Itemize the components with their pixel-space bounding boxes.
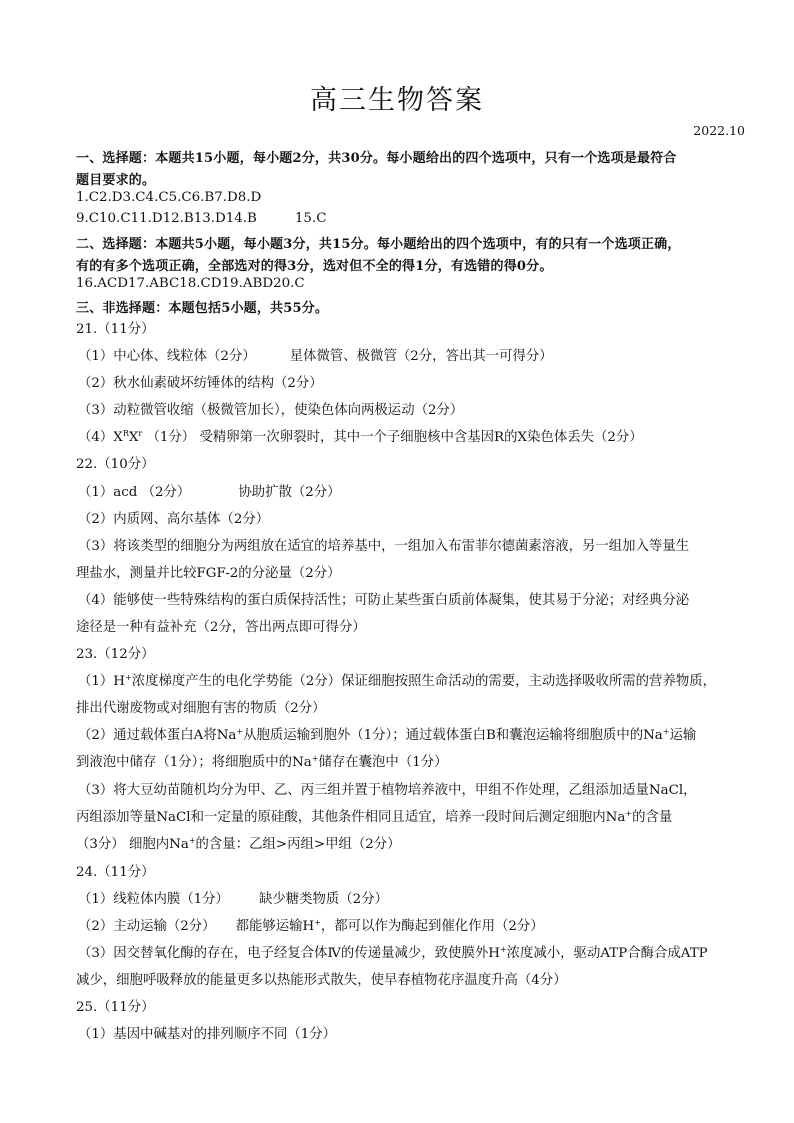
q24-answer-3-line1 bbox=[78, 942, 726, 961]
q21-a4-text: （4）X bbox=[78, 430, 123, 445]
q24-a3-s1: + bbox=[499, 945, 507, 954]
q24-a3-p2: 浓度减小，驱动ATP合酶合成ATP bbox=[506, 946, 708, 961]
q23-answer-3-line1: （3）将大豆幼苗随机均分为甲、乙、丙三组并置于植物培养液中，甲组不作处理，乙组添加适量NaCl， bbox=[78, 783, 697, 798]
q21-a4-sup-r: R bbox=[122, 429, 129, 438]
q23-a3-l3-s1: + bbox=[188, 836, 196, 845]
q22-answer-3-line2: 理盐水，测量并比较FGF-2的分泌量（2分） bbox=[76, 566, 341, 581]
q23-a3-l3-p1: （3分） 细胞内Na bbox=[76, 837, 189, 852]
q22-answer-4-line2: 途径是一种有益补充（2分，答出两点即可得分） bbox=[76, 620, 366, 635]
q23-a2-s1: + bbox=[236, 727, 244, 736]
q21-a4-sup-lower-r: r bbox=[138, 429, 143, 438]
q21-number: 21.（11分） bbox=[76, 322, 155, 337]
q21-a4-rest: （1分） 受精卵第一次卵裂时，其中一个子细胞核中含基因R的X染色体丢失（2分） bbox=[142, 430, 643, 445]
q24-answer-1a: （1）线粒体内膜（1分） bbox=[78, 892, 229, 907]
q22-number: 22.（10分） bbox=[76, 457, 155, 472]
q23-a3-l2-p1: 丙组添加等量NaCl和一定量的原硅酸，其他条件相同且适宜，培养一段时间后测定细胞内Na bbox=[76, 810, 626, 825]
q23-a2-p1: （2）通过载体蛋白A将Na bbox=[78, 728, 237, 743]
q21-answer-2: （2）秋水仙素破坏纺锤体的结构（2分） bbox=[78, 376, 323, 391]
q23-a2-l2-s1: + bbox=[311, 754, 319, 763]
q24-number: 24.（11分） bbox=[76, 865, 155, 880]
q21-answer-4 bbox=[78, 426, 726, 445]
q25-answer-1: （1）基因中碱基对的排列顺序不同（1分） bbox=[78, 1027, 337, 1042]
q22-answer-2: （2）内质网、高尔基体（2分） bbox=[78, 512, 270, 527]
q22-answer-1 bbox=[78, 481, 726, 500]
q21-answer-1 bbox=[78, 345, 726, 364]
q22-answer-1a: （1）acd （2分） bbox=[78, 485, 191, 500]
q24-a2b-p2: ，都可以作为酶起到催化作用（2分） bbox=[320, 919, 544, 934]
section2-heading-line1: 二、选择题：本题共5小题，每小题3分，共15分。每小题给出的四个选项中，有的只有一个选项正确， bbox=[76, 237, 681, 252]
exam-date: 2022.10 bbox=[693, 123, 745, 138]
q23-answer-1-line1 bbox=[78, 670, 726, 689]
section1-heading-line2: 题目要求的。 bbox=[76, 173, 156, 188]
section1-answers-9-14: 9.C10.C11.D12.B13.D14.B bbox=[76, 211, 257, 226]
q23-a3-l2-s1: + bbox=[625, 809, 633, 818]
q24-a3-p1: （3）因交替氧化酶的存在，电子经复合体Ⅳ的传递量减少，致使膜外H bbox=[78, 946, 500, 961]
q24-a2b-s1: + bbox=[314, 918, 321, 927]
q23-a1-sup: + bbox=[124, 673, 132, 682]
q24-answer-1 bbox=[78, 888, 726, 907]
section1-answers-line1: 1.C2.D3.C4.C5.C6.B7.D8.D bbox=[76, 190, 262, 205]
q23-a1-pre: （1）H bbox=[78, 674, 125, 689]
q22-answer-1b: 协助扩散（2分） bbox=[238, 485, 341, 500]
q21-answer-3: （3）动粒微管收缩（极微管加长），使染色体向两极运动（2分） bbox=[78, 403, 464, 418]
q23-a2-l2-p1: 到液泡中储存（1分）；将细胞质中的Na bbox=[76, 755, 312, 770]
q22-answer-4-line1: （4）能够使一些特殊结构的蛋白质保持活性；可防止某些蛋白质前体凝集，使其易于分泌；对经典分泌 bbox=[78, 593, 690, 608]
section1-heading-line1: 一、选择题：本题共15小题，每小题2分，共30分。每小题给出的四个选项中，只有一个选项是最符合 bbox=[76, 151, 677, 166]
q21-answer-1a: （1）中心体、线粒体（2分） bbox=[78, 349, 256, 364]
q23-answer-3-line2 bbox=[76, 806, 724, 825]
q24-answer-2a: （2）主动运输（2分） bbox=[78, 919, 216, 934]
q21-a4-x: X bbox=[128, 430, 139, 445]
q23-a2-p2: 从胞质运输到胞外（1分）；通过载体蛋白B和囊泡运输将细胞质中的Na bbox=[243, 728, 663, 743]
q21-answer-1b: 星体微管、极微管（2分，答出其一可得分） bbox=[289, 349, 553, 364]
q23-a3-l3-p2: 的含量：乙组>丙组>甲组（2分） bbox=[195, 837, 401, 852]
section3-heading: 三、非选择题：本题包括5小题，共55分。 bbox=[76, 301, 329, 316]
q24-answer-2 bbox=[78, 915, 726, 934]
q24-answer-1b: 缺少糖类物质（2分） bbox=[258, 892, 388, 907]
q23-a2-p3: 运输 bbox=[669, 728, 697, 743]
q23-a2-l2-p2: 储存在囊泡中（1分） bbox=[318, 755, 448, 770]
q24-answer-3-line2: 减少，细胞呼吸释放的能量更多以热能形式散失，使早春植物花序温度升高（4分） bbox=[76, 973, 567, 988]
q23-answer-3-line3 bbox=[76, 833, 724, 852]
page-title: 高三生物答案 bbox=[310, 85, 484, 116]
q23-answer-1-line2: 排出代谢废物或对细胞有害的物质（2分） bbox=[76, 701, 326, 716]
q23-a1-post: 浓度梯度产生的电化学势能（2分）保证细胞按照生命活动的需要，主动选择吸收所需的营养物质， bbox=[131, 674, 717, 689]
section1-answers-line2 bbox=[76, 211, 724, 226]
q22-answer-3-line1: （3）将该类型的细胞分为两组放在适宜的培养基中，一组加入布雷菲尔德菌素溶液，另一组加入等量生 bbox=[78, 539, 690, 554]
q23-number: 23.（12分） bbox=[76, 647, 155, 662]
q25-number: 25.（11分） bbox=[76, 1000, 155, 1015]
q23-a2-s2: + bbox=[662, 727, 670, 736]
q23-a3-l2-p2: 的含量 bbox=[632, 810, 673, 825]
section2-heading-line2: 有的有多个选项正确，全部选对的得3分，选对但不全的得1分，有选错的得0分。 bbox=[76, 259, 553, 274]
section1-answer-15: 15.C bbox=[294, 211, 327, 226]
section2-answers: 16.ACD17.ABC18.CD19.ABD20.C bbox=[76, 276, 305, 291]
q23-answer-2-line1 bbox=[78, 724, 726, 743]
q24-a2b-p1: 都能够运输H bbox=[235, 919, 315, 934]
q23-answer-2-line2 bbox=[76, 751, 724, 770]
